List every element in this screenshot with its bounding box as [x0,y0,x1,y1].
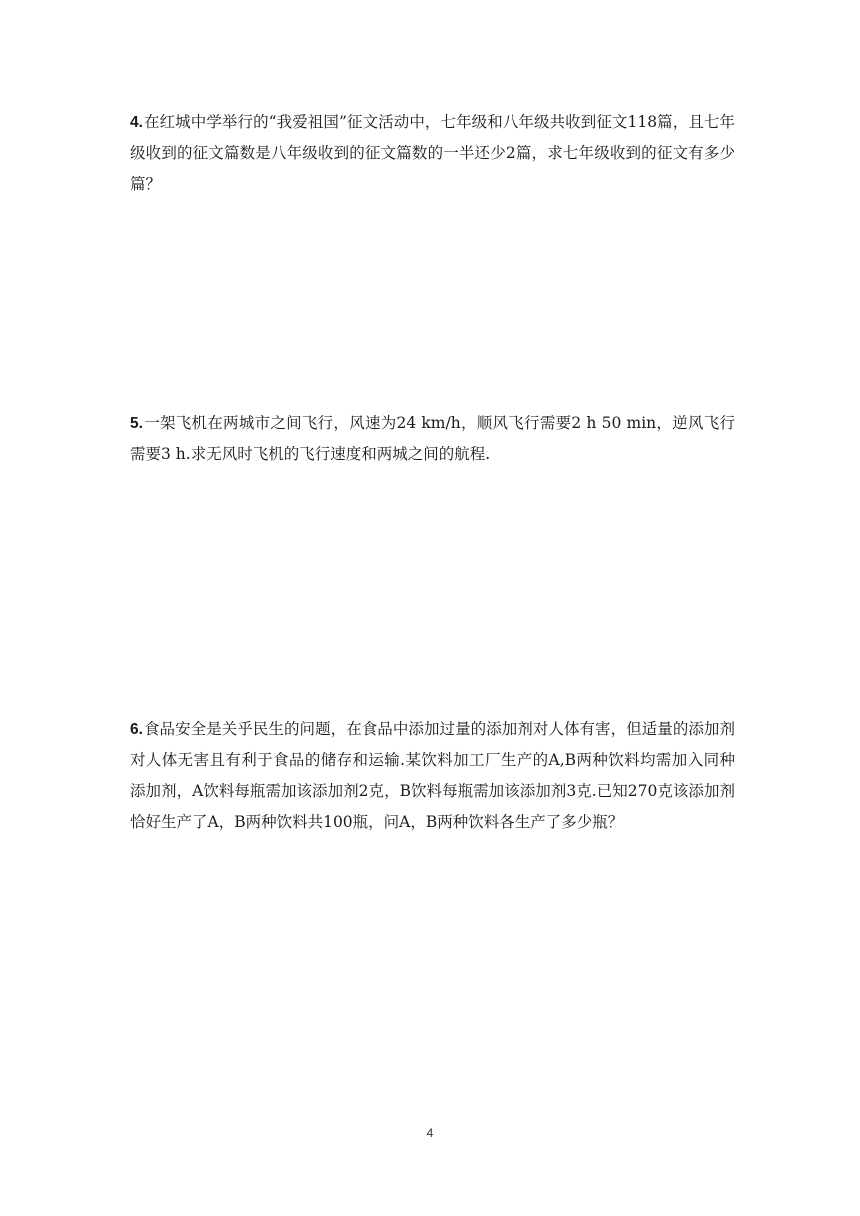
problem-text: 一架飞机在两城市之间飞行，风速为24 km/h，顺风飞行需要2 h 50 min，逆风飞行需要3 h.求无风时飞机的飞行速度和两城之间的航程. [130,414,735,463]
problem-text: 食品安全是关乎民生的问题，在食品中添加过量的添加剂对人体有害，但适量的添加剂对人体无害且有利于食品的储存和运输.某饮料加工厂生产的A,B两种饮料均需加入同种添加剂，A饮料每瓶需加该添加剂2克，B饮料每瓶需加该添加剂3克.已知270克该添加剂恰好生产了A，B两种饮料共100瓶，问A，B两种饮料各生产了多少瓶？ [130,720,735,831]
problem-number: 5. [130,415,143,432]
problem-number: 4. [130,114,143,131]
problem-5 [130,408,735,470]
problem-text: 在红城中学举行的“我爱祖国”征文活动中，七年级和八年级共收到征文118篇，且七年级收到的征文篇数是八年级收到的征文篇数的一半还少2篇，求七年级收到的征文有多少篇？ [130,113,735,193]
problem-6 [130,714,735,838]
page-number: 4 [426,1126,434,1140]
problem-4 [130,107,735,200]
problem-number: 6. [130,721,143,738]
